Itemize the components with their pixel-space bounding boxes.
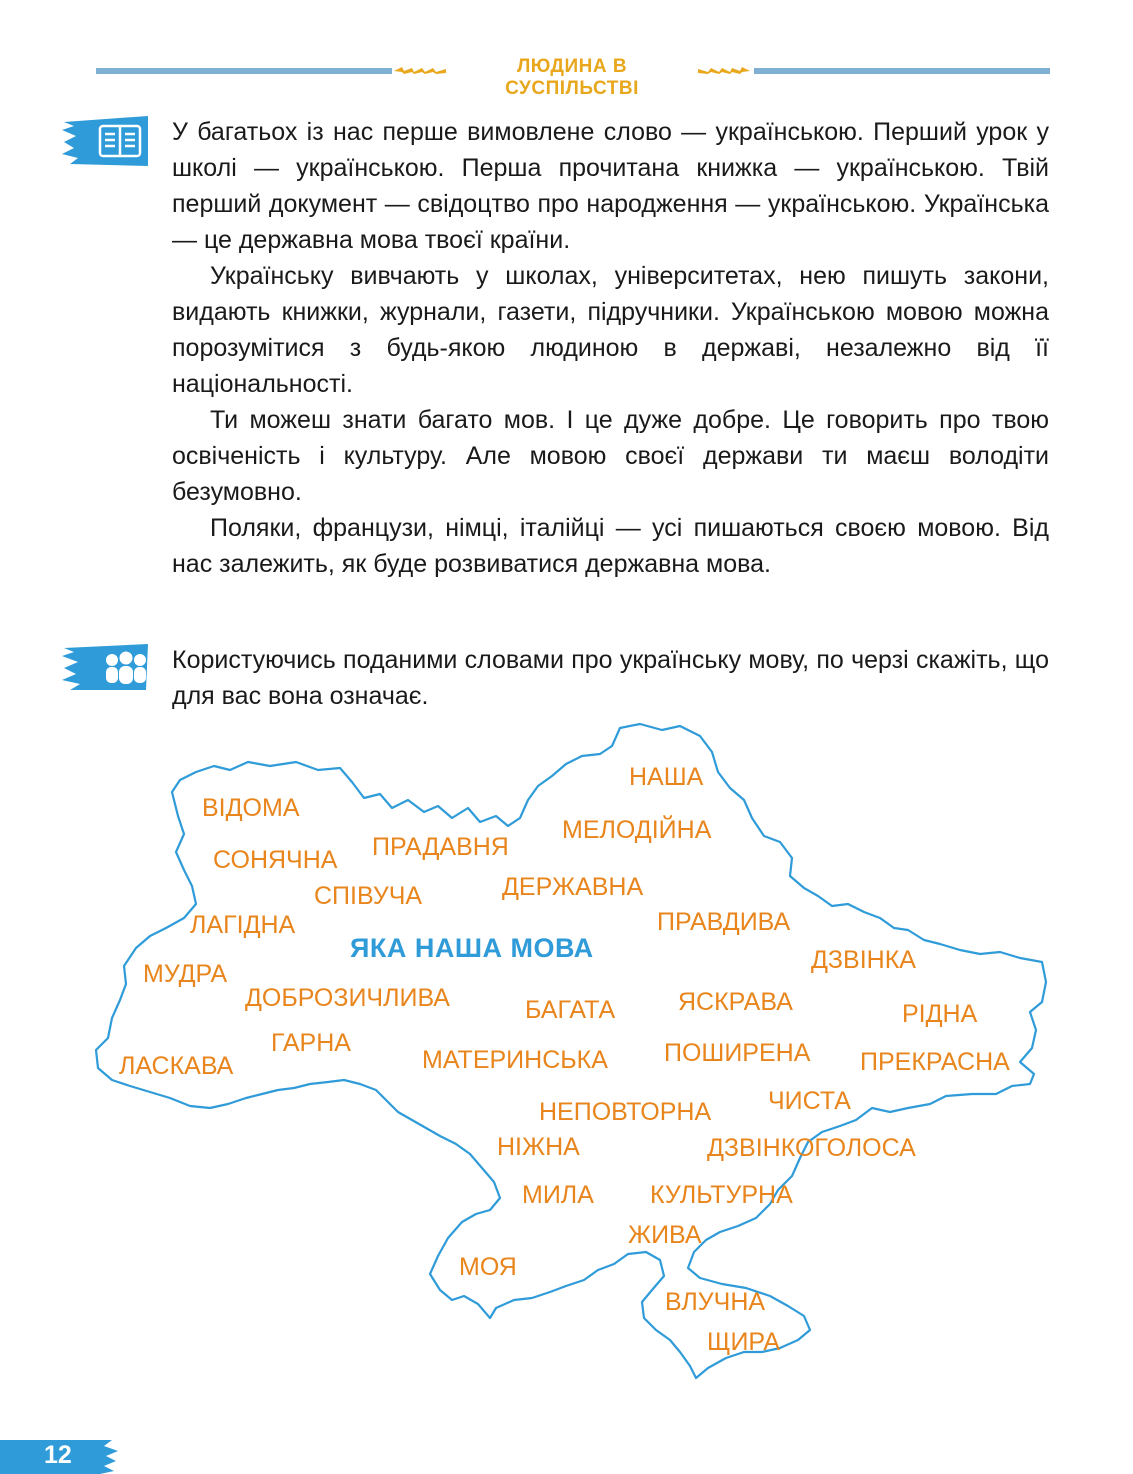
map-word: МИЛА [522, 1181, 594, 1209]
map-word: СПІВУЧА [314, 882, 423, 910]
map-word: ДЗВІНКОГОЛОСА [707, 1134, 916, 1162]
map-word: МУДРА [143, 960, 228, 988]
map-word: НІЖНА [497, 1133, 580, 1161]
paragraph: Українську вивчають у школах, університетах, нею пишуть закони, видають книжки, журнали, газети, підручники. Українською мовою можна порозумітися з будь-якою людиною в державі, незалежно від її національності. [172, 262, 1049, 398]
section-title: ЛЮДИНА В СУСПІЛЬСТВІ [505, 56, 639, 99]
map-word: ЛАГІДНА [190, 911, 296, 939]
map-word: ДОБРОЗИЧЛИВА [245, 984, 450, 1012]
map-word: МАТЕРИНСЬКА [422, 1046, 608, 1074]
paragraph: Поляки, французи, німці, італійці — усі пишаються своєю мовою. Від нас залежить, як буде розвиватися державна мова. [172, 514, 1049, 578]
map-word: ДЕРЖАВНА [502, 873, 644, 901]
map-word: МОЯ [459, 1253, 517, 1281]
map-word: НАША [629, 763, 704, 791]
map-word: РІДНА [902, 1000, 978, 1028]
map-word: ЯСКРАВА [678, 988, 793, 1016]
map-word: ЩИРА [707, 1328, 781, 1356]
map-title: ЯКА НАША МОВА [350, 933, 594, 963]
map-word: МЕЛОДІЙНА [562, 816, 712, 844]
map-word: ГАРНА [271, 1029, 351, 1057]
paragraph: Ти можеш знати багато мов. І це дуже добре. Це говорить про твою освіченість і культуру. Але мовою своєї держави ти маєш володіти безумовно. [172, 406, 1049, 506]
map-word: СОНЯЧНА [213, 846, 338, 874]
map-word: ЛАСКАВА [119, 1052, 234, 1080]
map-word: ПОШИРЕНА [664, 1039, 811, 1067]
map-word: ПРАДАВНЯ [372, 833, 509, 861]
page-number: 12 [44, 1441, 72, 1469]
map-word: ПРЕКРАСНА [860, 1048, 1010, 1076]
map-word: ВЛУЧНА [665, 1288, 766, 1316]
task-instruction: Користуючись поданими словами про українську мову, по черзі скажіть, що для вас вона означає. [172, 646, 1049, 710]
map-word: КУЛЬТУРНА [650, 1181, 793, 1209]
map-word: БАГАТА [525, 996, 616, 1024]
map-word: НЕПОВТОРНА [539, 1098, 712, 1126]
map-word: ЧИСТА [768, 1087, 851, 1115]
map-word: ВІДОМА [202, 794, 300, 822]
map-word: ЖИВА [628, 1221, 702, 1249]
map-word: ПРАВДИВА [657, 908, 791, 936]
map-word: ДЗВІНКА [811, 946, 916, 974]
paragraph: У багатьох із нас перше вимовлене слово — українською. Перший урок у школі — українською. Перша прочитана книжка — українською. Твій перший документ — свідоцтво про народження — українською. Українська — це державна мова твоєї країни. [172, 118, 1049, 254]
